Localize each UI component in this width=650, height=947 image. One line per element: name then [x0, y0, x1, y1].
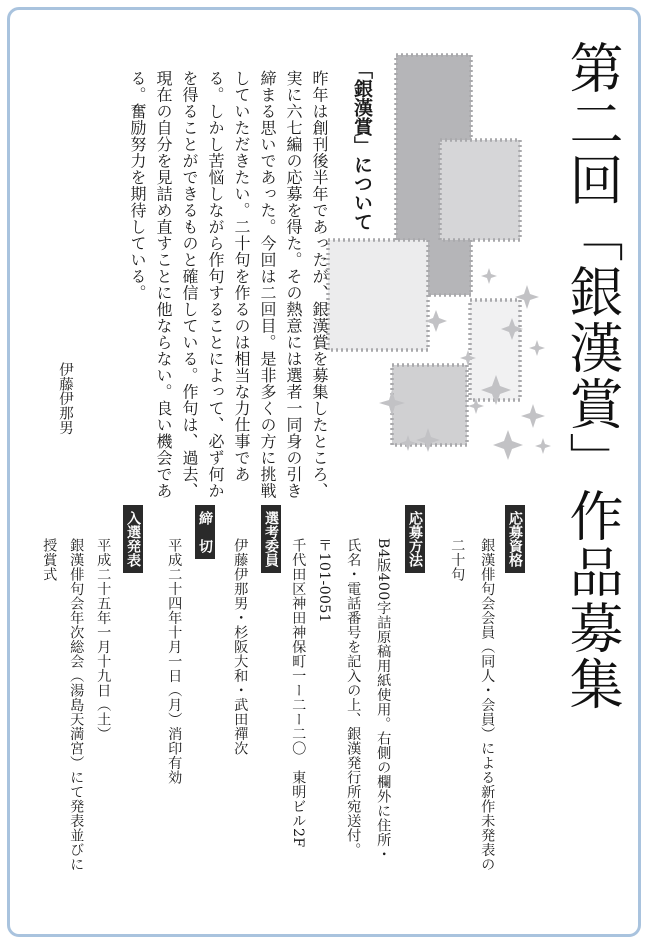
- announcement-line-1: 平成二十五年一月十九日（土）: [95, 538, 112, 741]
- method-line-2: 氏名・電話番号を記入の上、銀漢発行所宛送付。: [345, 538, 362, 857]
- about-heading: 「銀漢賞」について: [351, 60, 373, 231]
- deadline-line-1: 平成二十四年十月一日（月）消印有効: [166, 538, 183, 785]
- eligibility-label: 応募資格: [505, 505, 525, 573]
- page-title: 第二回「銀漢賞」作品募集: [561, 40, 624, 712]
- judges-label: 選考委員: [261, 505, 281, 573]
- stamp-square-right: [440, 140, 520, 240]
- about-body: 昨年は創刊後半年であったが、銀漢賞を募集したところ、実に六七編の応募を得た。その熱意には選者一同身の引き締まる思いであった。今回は二回目。是非多くの方に挑戦していただきたい。二十句を作るのは相当な力仕事である。しかし苦悩しながら作句することによって、必ず何かを得ることができるものと確信している。作句は、過去、現在の自分を見詰め直すことに他ならない。良い機会である。奮励努力を期待している。: [128, 70, 329, 499]
- stamp-square-left: [328, 240, 428, 350]
- eligibility-line-2: 二十句: [449, 538, 466, 582]
- deadline-label: 締 切: [195, 505, 215, 559]
- judges-line-1: 伊藤伊那男・杉阪大和・武田禪次: [232, 538, 249, 756]
- method-line-3: 〒101-0051: [316, 538, 333, 623]
- method-line-4: 千代田区神田神保町一ー二ー二〇 東明ビル2F: [290, 538, 307, 848]
- method-line-1: B4版400字詰原稿用紙使用。右側の欄外に住所・: [375, 538, 392, 862]
- announcement-line-2: 銀漢俳句会年次総会（湯島天満宮）にて発表並びに: [68, 538, 85, 872]
- eligibility-line-1: 銀漢俳句会会員（同人・会員）による新作未発表の: [479, 538, 496, 872]
- about-author: 伊藤伊那男: [57, 362, 73, 435]
- announcement-line-3: 授賞式: [41, 538, 58, 582]
- announcement-label: 入選発表: [123, 505, 143, 573]
- method-label: 応募方法: [405, 505, 425, 573]
